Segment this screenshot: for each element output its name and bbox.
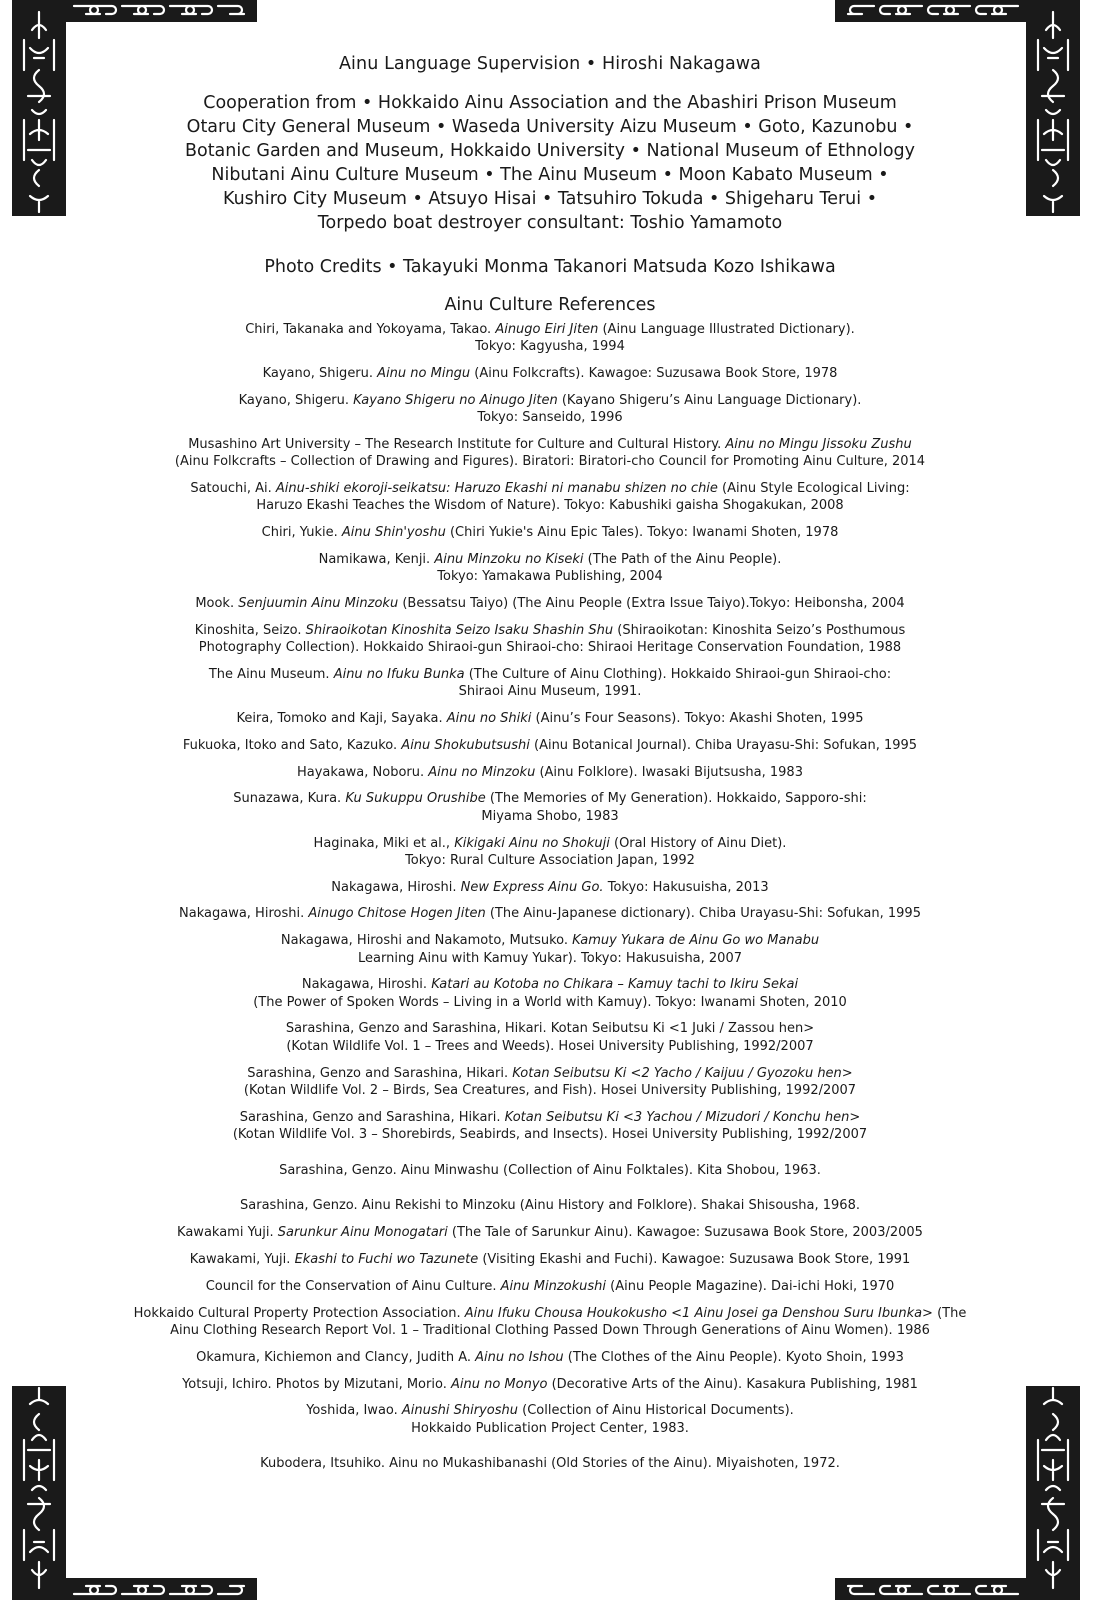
reference-details: (Oral History of Ainu Diet). xyxy=(609,835,787,851)
reference-entry xyxy=(120,666,980,701)
reference-title: New Express Ainu Go. xyxy=(460,879,604,895)
reference-publication: Hokkaido Publication Project Center, 1983. xyxy=(411,1420,689,1436)
reference-publication: Shiraoi Ainu Museum, 1991. xyxy=(458,684,642,700)
reference-entry xyxy=(120,1197,980,1214)
reference-title: Kamuy Yukara de Ainu Go wo Manabu xyxy=(572,933,820,949)
reference-title: Kotan Seibutsu Ki <2 Yacho / Kaijuu / Gyozoku hen> xyxy=(512,1065,853,1081)
cooperation-line: Otaru City General Museum • Waseda University Aizu Museum • Goto, Kazunobu • xyxy=(186,117,914,137)
photo-credits: Photo Credits • Takayuki Monma Takanori Matsuda Kozo Ishikawa xyxy=(264,257,836,277)
reference-entry xyxy=(120,436,980,471)
reference-title: Sarunkur Ainu Monogatari xyxy=(277,1225,448,1241)
reference-title: Ainu no Mingu Jissoku Zushu xyxy=(725,436,912,452)
references-list xyxy=(0,321,1100,1473)
reference-author: Kinoshita, Seizo. xyxy=(194,622,306,638)
reference-title: Ekashi to Fuchi wo Tazunete xyxy=(294,1252,479,1268)
reference-title: Ainu Shokubutsushi xyxy=(401,737,530,753)
reference-publication: Learning Ainu with Kamuy Yukar). Tokyo: Hakusuisha, 2007 xyxy=(358,950,742,966)
reference-entry xyxy=(120,1402,980,1437)
reference-title: Ainu Shin'yoshu xyxy=(341,525,446,541)
reference-author: The Ainu Museum. xyxy=(208,666,334,682)
reference-publication: Tokyo: Yamakawa Publishing, 2004 xyxy=(437,569,663,585)
reference-entry xyxy=(120,710,980,727)
reference-gap xyxy=(0,1188,1100,1197)
reference-author: Namikawa, Kenji. xyxy=(318,551,435,567)
reference-title: Katari au Kotoba no Chikara – Kamuy tachi to Ikiru Sekai xyxy=(431,977,799,993)
cooperation-line: Kushiro City Museum • Atsuyo Hisai • Tatsuhiro Tokuda • Shigeharu Terui • xyxy=(222,189,878,209)
reference-entry xyxy=(120,1349,980,1366)
reference-details: (Ainu Language Illustrated Dictionary). xyxy=(598,322,855,337)
reference-entry xyxy=(120,1065,980,1100)
reference-author: Sarashina, Genzo. Ainu Minwashu (Collection of Ainu Folktales). Kita Shobou, 1963. xyxy=(279,1162,821,1178)
reference-entry xyxy=(120,1455,980,1472)
reference-author: Mook. xyxy=(195,596,239,612)
reference-details: (Ainu Folkcrafts). Kawagoe: Suzusawa Book Store, 1978 xyxy=(470,366,838,382)
reference-publication: (Kotan Wildlife Vol. 1 – Trees and Weeds). Hosei University Publishing, 1992/2007 xyxy=(286,1038,814,1054)
reference-details: (The Ainu-Japanese dictionary). Chiba Urayasu-Shi: Sofukan, 1995 xyxy=(485,906,921,922)
reference-entry xyxy=(120,1109,980,1144)
reference-author: Satouchi, Ai. xyxy=(190,481,276,497)
cooperation-line: Nibutani Ainu Culture Museum • The Ainu Museum • Moon Kabato Museum • xyxy=(211,165,889,185)
reference-entry xyxy=(120,1162,980,1179)
reference-author: Keira, Tomoko and Kaji, Sayaka. xyxy=(236,711,447,727)
reference-entry xyxy=(120,879,980,896)
reference-entry xyxy=(120,365,980,382)
reference-title: Kikigaki Ainu no Shokuji xyxy=(454,835,610,851)
reference-author: Fukuoka, Itoko and Sato, Kazuko. xyxy=(182,737,402,753)
reference-title: Ainu Ifuku Chousa Houkokusho <1 Ainu Josei ga Denshou Suru Ibunka> xyxy=(464,1305,933,1321)
reference-details: (Collection of Ainu Historical Documents). xyxy=(518,1403,794,1419)
reference-entry xyxy=(120,905,980,922)
reference-author: Chiri, Takanaka and Yokoyama, Takao. xyxy=(245,322,496,337)
reference-author: Yotsuji, Ichiro. Photos by Mizutani, Morio. xyxy=(182,1376,451,1392)
reference-author: Kayano, Shigeru. xyxy=(238,392,354,408)
cooperation-credits xyxy=(140,91,960,235)
reference-author: Musashino Art University – The Research Institute for Culture and Cultural History. xyxy=(188,436,726,452)
reference-title: Ainu no Ifuku Bunka xyxy=(333,666,465,682)
reference-publication: Miyama Shobo, 1983 xyxy=(481,808,619,824)
reference-details: (Chiri Yukie's Ainu Epic Tales). Tokyo: Iwanami Shoten, 1978 xyxy=(445,525,839,541)
reference-entry xyxy=(120,622,980,657)
reference-title: Kotan Seibutsu Ki <3 Yachou / Mizudori / Konchu hen> xyxy=(504,1109,861,1125)
reference-author: Sarashina, Genzo and Sarashina, Hikari. xyxy=(239,1109,505,1125)
reference-author: Yoshida, Iwao. xyxy=(306,1403,402,1419)
reference-author: Okamura, Kichiemon and Clancy, Judith A. xyxy=(196,1349,476,1365)
reference-entry xyxy=(120,1251,980,1268)
reference-title: Shiraoikotan Kinoshita Seizo Isaku Shashin Shu xyxy=(305,622,614,638)
reference-title: Kayano Shigeru no Ainugo Jiten xyxy=(353,392,558,408)
credits-page xyxy=(0,54,1100,1482)
reference-details: (The Ainu Clothing Research Report Vol. 1 – Traditional Clothing Passed Down Through Generations of Ainu Women). 1986 xyxy=(170,1305,967,1338)
reference-entry xyxy=(120,1376,980,1393)
reference-publication: (Kotan Wildlife Vol. 3 – Shorebirds, Seabirds, and Insects). Hosei University Publishing, 1992/2007 xyxy=(232,1126,868,1142)
cooperation-line: Torpedo boat destroyer consultant: Toshio Yamamoto xyxy=(317,213,783,233)
language-supervision: Ainu Language Supervision • Hiroshi Nakagawa xyxy=(338,54,762,74)
reference-title: Ainushi Shiryoshu xyxy=(401,1403,518,1419)
reference-gap xyxy=(0,1446,1100,1455)
reference-author: Nakagawa, Hiroshi. xyxy=(331,879,461,895)
reference-author: Kawakami, Yuji. xyxy=(189,1252,295,1268)
reference-details: (The Path of the Ainu People). xyxy=(583,551,782,567)
reference-entry xyxy=(120,1278,980,1295)
reference-entry xyxy=(120,835,980,870)
reference-author: Hokkaido Cultural Property Protection Association. xyxy=(133,1305,465,1321)
reference-title: Ainu Minzoku no Kiseki xyxy=(434,551,584,567)
reference-details: (The Culture of Ainu Clothing). Hokkaido Shiraoi-gun Shiraoi-cho: xyxy=(464,666,892,682)
reference-entry xyxy=(120,976,980,1011)
reference-title: Ainugo Chitose Hogen Jiten xyxy=(308,906,486,922)
reference-details: (The Memories of My Generation). Hokkaido, Sapporo-shi: xyxy=(485,791,867,807)
reference-author: Nakagawa, Hiroshi. xyxy=(179,906,309,922)
reference-author: Chiri, Yukie. xyxy=(261,525,342,541)
reference-entry xyxy=(120,932,980,967)
reference-publication: (Kotan Wildlife Vol. 2 – Birds, Sea Creatures, and Fish). Hosei University Publishing, 1992/2007 xyxy=(243,1082,857,1098)
reference-publication: Tokyo: Kagyusha, 1994 xyxy=(475,339,625,355)
reference-details: (Ainu People Magazine). Dai-ichi Hoki, 1970 xyxy=(606,1278,895,1294)
reference-entry xyxy=(120,1020,980,1055)
reference-author: Sarashina, Genzo and Sarashina, Hikari. Kotan Seibutsu Ki <1 Juki / Zassou hen> xyxy=(285,1021,815,1037)
reference-publication: Tokyo: Sanseido, 1996 xyxy=(477,410,623,426)
reference-details: (Shiraoikotan: Kinoshita Seizo’s Posthumous xyxy=(613,622,906,638)
reference-entry xyxy=(120,595,980,612)
reference-publication: Tokyo: Rural Culture Association Japan, 1992 xyxy=(405,852,695,868)
reference-author: Kawakami Yuji. xyxy=(177,1225,278,1241)
reference-title: Ainu no Minzoku xyxy=(428,764,536,780)
reference-entry xyxy=(120,790,980,825)
reference-details: (Bessatsu Taiyo) (The Ainu People (Extra Issue Taiyo).Tokyo: Heibonsha, 2004 xyxy=(398,596,905,612)
reference-gap xyxy=(0,1153,1100,1162)
reference-entry xyxy=(120,737,980,754)
reference-author: Sunazawa, Kura. xyxy=(233,791,346,807)
reference-entry xyxy=(120,1305,980,1340)
reference-author: Sarashina, Genzo. Ainu Rekishi to Minzoku (Ainu History and Folklore). Shakai Shisousha, 1968. xyxy=(240,1198,860,1214)
references-title: Ainu Culture References xyxy=(444,295,656,315)
reference-entry xyxy=(120,764,980,781)
cooperation-line: Botanic Garden and Museum, Hokkaido University • National Museum of Ethnology xyxy=(184,141,915,161)
reference-title: Ainu Minzokushi xyxy=(500,1278,606,1294)
reference-author: Hayakawa, Noboru. xyxy=(297,764,429,780)
reference-entry xyxy=(120,524,980,541)
reference-title: Ainu no Monyo xyxy=(450,1376,548,1392)
reference-title: Ainugo Eiri Jiten xyxy=(495,322,599,337)
reference-author: Kubodera, Itsuhiko. Ainu no Mukashibanashi (Old Stories of the Ainu). Miyaishoten, 1972. xyxy=(260,1456,840,1472)
cooperation-line: Cooperation from • Hokkaido Ainu Association and the Abashiri Prison Museum xyxy=(203,93,897,113)
reference-entry xyxy=(120,392,980,427)
reference-details: (The Clothes of the Ainu People). Kyoto Shoin, 1993 xyxy=(563,1349,904,1365)
reference-details: (Ainu Style Ecological Living: xyxy=(717,481,910,497)
reference-details: (Kayano Shigeru’s Ainu Language Dictionary). xyxy=(557,392,862,408)
reference-author: Council for the Conservation of Ainu Culture. xyxy=(205,1278,501,1294)
reference-entry xyxy=(120,321,980,356)
reference-title: Ku Sukuppu Orushibe xyxy=(345,791,486,807)
reference-publication: Photography Collection). Hokkaido Shiraoi-gun Shiraoi-cho: Shiraoi Heritage Conservation Foundation, 1988 xyxy=(198,640,902,656)
reference-details: (Decorative Arts of the Ainu). Kasakura Publishing, 1981 xyxy=(547,1376,918,1392)
reference-entry xyxy=(120,551,980,586)
reference-details: (Ainu’s Four Seasons). Tokyo: Akashi Shoten, 1995 xyxy=(531,711,864,727)
reference-details: (Ainu Botanical Journal). Chiba Urayasu-Shi: Sofukan, 1995 xyxy=(529,737,918,753)
reference-author: Nakagawa, Hiroshi. xyxy=(301,977,432,993)
reference-author: Nakagawa, Hiroshi and Nakamoto, Mutsuko. xyxy=(280,933,573,949)
reference-details: (Visiting Ekashi and Fuchi). Kawagoe: Suzusawa Book Store, 1991 xyxy=(478,1252,911,1268)
reference-title: Ainu no Shiki xyxy=(446,711,532,727)
reference-entry xyxy=(120,480,980,515)
reference-details: (Ainu Folklore). Iwasaki Bijutsusha, 1983 xyxy=(535,764,803,780)
reference-details: (The Tale of Sarunkur Ainu). Kawagoe: Suzusawa Book Store, 2003/2005 xyxy=(447,1225,923,1241)
reference-title: Ainu no Ishou xyxy=(475,1349,564,1365)
reference-author: Haginaka, Miki et al., xyxy=(313,835,455,851)
reference-title: Ainu no Mingu xyxy=(377,366,471,382)
reference-publication: (The Power of Spoken Words – Living in a World with Kamuy). Tokyo: Iwanami Shoten, 2010 xyxy=(253,994,847,1010)
reference-author: Sarashina, Genzo and Sarashina, Hikari. xyxy=(247,1065,513,1081)
reference-title: Ainu-shiki ekoroji-seikatsu: Haruzo Ekashi ni manabu shizen no chie xyxy=(275,481,718,497)
reference-publication: Haruzo Ekashi Teaches the Wisdom of Nature). Tokyo: Kabushiki gaisha Shogakukan, 2008 xyxy=(256,498,844,514)
reference-entry xyxy=(120,1224,980,1241)
reference-publication: (Ainu Folkcrafts – Collection of Drawing and Figures). Biratori: Biratori-cho Council for Promoting Ainu Culture, 2014 xyxy=(174,454,926,470)
reference-details: Tokyo: Hakusuisha, 2013 xyxy=(603,879,769,895)
reference-author: Kayano, Shigeru. xyxy=(262,366,378,382)
reference-title: Senjuumin Ainu Minzoku xyxy=(238,596,399,612)
